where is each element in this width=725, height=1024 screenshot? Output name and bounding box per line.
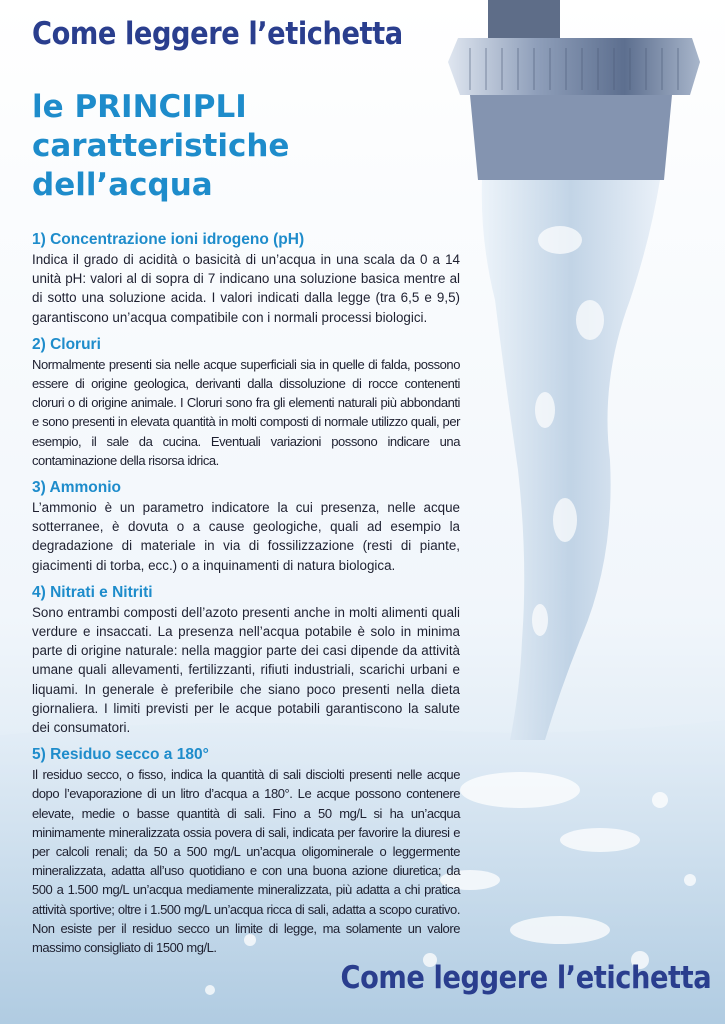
section-title: 5) Residuo secco a 180°: [32, 746, 209, 764]
section-text: Sono entrambi composti dell’azoto presenti anche in molti alimenti quali verdure e insaccati. La presenza nell’acqua potabile è solo in minima parte di origine naturale: nella maggior parte dei casi dipende da attività umane quali allevamenti, fertilizzanti, rifiuti industriali, scarichi urbani e liquami. In generale è preferibile che siano poco presenti nella dieta giornaliera. I limiti previsti per le acque potabili garantiscono la salute dei consumatori.: [32, 604, 460, 736]
section-ammonio: [32, 478, 460, 575]
content-sections: [32, 230, 460, 965]
section-residuo-secco: [32, 745, 460, 957]
section-nitrati: [32, 583, 460, 737]
section-text: Il residuo secco, o fisso, indica la quantità di sali disciolti presenti nelle acque dopo l’evaporazione di un litro d’acqua a 180°. Le acque possono contenere elevate, medie o basse quantità di sali. Fino a 50 mg/L si ha un’acqua minimamente mineralizzata ossia povera di sali, indicata per favorire la diuresi e per calcoli renali; da 50 a 500 mg/L un’acqua oligominerale o leggermente mineralizzata, adatta all’uso quotidiano e con una buona azione diuretica; da 500 a 1.500 mg/L un’acqua mediamente mineralizzata, più adatta a chi pratica attività sportive; oltre i 1.500 mg/L un’acqua ricca di sali, adatta a scopo curativo. Non esiste per il residuo secco un limite di legge, ma solamente un valore massimo consigliato di 1500 mg/L.: [32, 767, 460, 956]
main-heading-line-2: caratteristiche: [32, 128, 290, 164]
section-title: 2) Cloruri: [32, 335, 101, 353]
section-cloruri: [32, 335, 460, 470]
section-ph: [32, 230, 460, 327]
main-heading: [32, 88, 289, 205]
main-heading-line-1: le PRINCIPLI: [32, 89, 247, 125]
section-title: 1) Concentrazione ioni idrogeno (pH): [32, 231, 305, 248]
section-text: Indica il grado di acidità o basicità di un’acqua in una scala da 0 a 14 unità pH: valori al di sopra di 7 indicano una soluzione basica mentre al di sotto una soluzione acida. I valori indicati dalla legge (tra 6,5 e 9,5) garantiscono un’acqua compatibile con i normali processi biologici.: [32, 252, 460, 325]
section-title: 4) Nitrati e Nitriti: [32, 583, 153, 601]
main-heading-line-3: dell’acqua: [32, 167, 213, 203]
section-text: L’ammonio è un parametro indicatore la cui presenza, nelle acque sotterranee, è dovuta o a cause geologiche, quali ad esempio la degradazione di materiale in via di fossilizzazione (resti di piante, giacimenti di torba, ecc.) o a inquinamenti di natura biologica.: [32, 500, 460, 573]
section-text: Normalmente presenti sia nelle acque superficiali sia in quelle di falda, possono essere di origine geologica, derivanti dalla dissoluzione di rocce contenenti cloruri o di origine animale. I Cloruri sono fra gli elementi naturali più abbondanti e sono presenti in elevata quantità in molti composti di normale utilizzo quali, per esempio, il sale da cucina. Eventuali variazioni possono indicare una contaminazione della risorsa idrica.: [32, 356, 460, 468]
header-title: Come leggere l’etichetta: [32, 16, 403, 52]
footer-title: Come leggere l’etichetta: [340, 960, 711, 996]
section-title: 3) Ammonio: [32, 479, 121, 497]
